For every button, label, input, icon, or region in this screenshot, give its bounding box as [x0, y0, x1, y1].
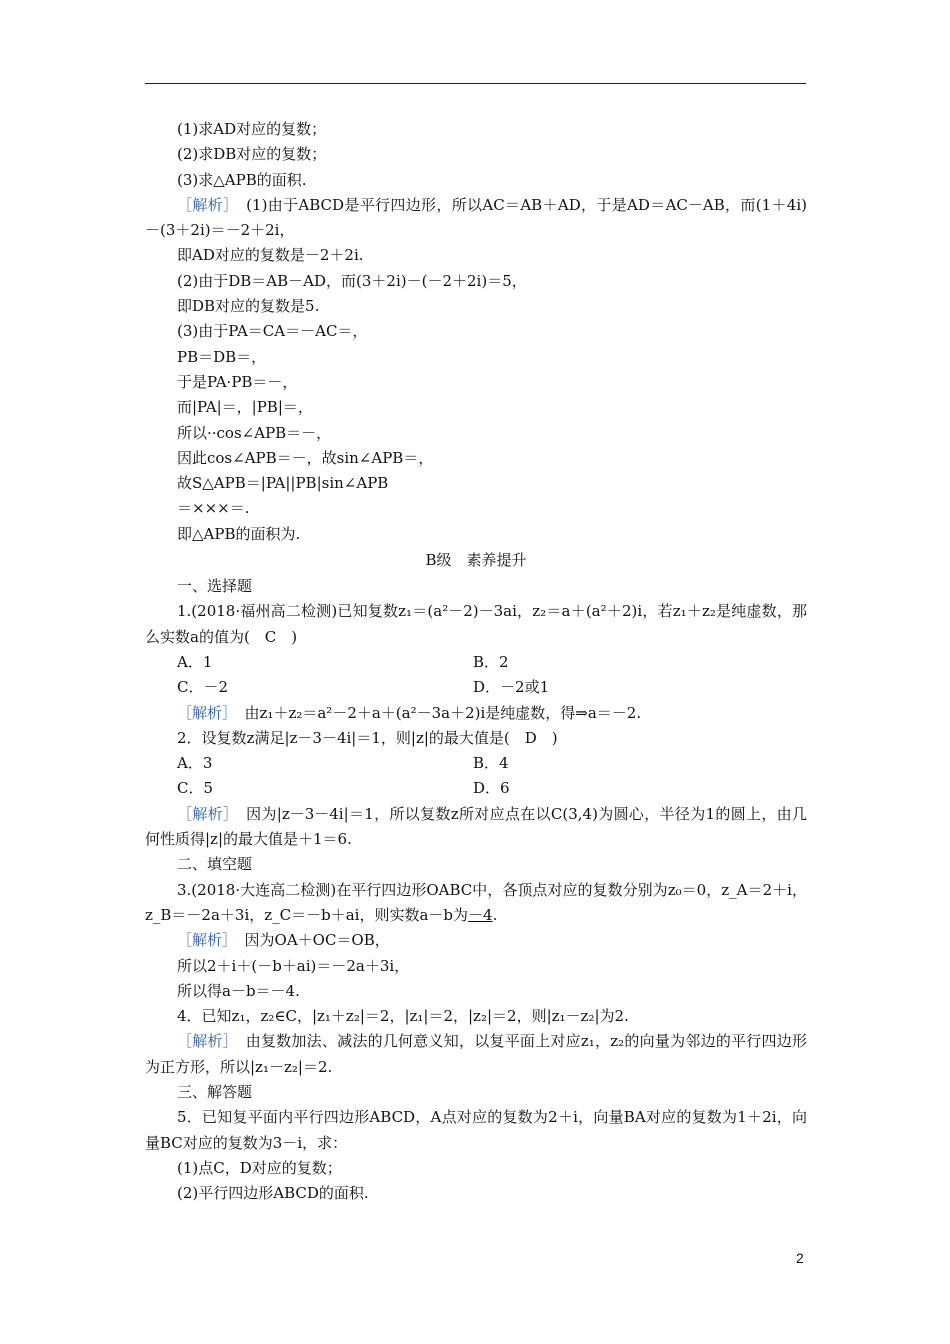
- options-row: [145, 675, 807, 700]
- analysis-line: 即AD对应的复数是－2＋2i.: [177, 246, 364, 265]
- sub-question: (1)点C，D对应的复数；: [177, 1158, 342, 1177]
- question-stem: 1.(2018·福州高二检测)已知复数z₁＝(a²－2)－3ai，z₂＝a＋(a²＋2)i，若z₁＋z₂是纯虚数，那么实数a的值为( C ): [145, 602, 807, 646]
- analysis-paragraph: [145, 802, 807, 853]
- question-stem: 4．已知z₁，z₂∈C，|z₁＋z₂|＝2，|z₁|＝2，|z₂|＝2，则|z₁－z₂|为2.: [177, 1007, 629, 1026]
- question-stem: [145, 878, 807, 929]
- page-number: 2: [796, 1250, 804, 1266]
- analysis-text: (1)由于ABCD是平行四边形，所以AC＝AB＋AD，于是AD＝AC－AB，而(1＋4i)－(3＋2i)＝－2＋2i，: [145, 195, 807, 240]
- analysis-text: 因为OA＋OC＝OB，: [244, 931, 390, 950]
- section-heading: 三、解答题: [177, 1082, 253, 1101]
- analysis-paragraph: [145, 1029, 807, 1080]
- analysis-line: 即DB对应的复数是5.: [177, 297, 320, 316]
- question-line: (3)求△APB的面积.: [177, 170, 307, 189]
- analysis-line: 因此cos∠APB＝－，故sin∠APB＝，: [177, 448, 434, 467]
- option-a: A．3: [177, 754, 213, 773]
- document-body: [145, 117, 807, 1206]
- analysis-tag: ［解析］: [177, 804, 231, 823]
- analysis-line: (2)由于DB＝AB－AD，而(3＋2i)－(－2＋2i)＝5，: [177, 271, 527, 290]
- options-row: [145, 751, 807, 776]
- question-line: (2)求DB对应的复数；: [177, 145, 327, 164]
- analysis-line: 所以得a－b＝－4.: [177, 981, 300, 1000]
- analysis-line: ＝×××＝.: [177, 499, 250, 518]
- analysis-paragraph: [145, 193, 807, 244]
- question-end: .: [492, 905, 498, 924]
- analysis-text: 由z₁＋z₂＝a²－2＋a＋(a²－3a＋2)i是纯虚数，得⇒a＝－2.: [244, 703, 642, 722]
- option-d: D．－2或1: [473, 678, 550, 697]
- analysis-line: 故S△APB＝|PA||PB|sin∠APB: [177, 474, 389, 493]
- analysis-line: 于是PA·PB＝－，: [177, 372, 298, 391]
- question-line: (1)求AD对应的复数；: [177, 120, 327, 138]
- analysis-tag: ［解析］: [177, 195, 231, 214]
- analysis-line: [145, 928, 807, 953]
- option-d: D．6: [473, 779, 510, 798]
- question-stem: 5．已知复平面内平行四边形ABCD，A点对应的复数为2＋i，向量BA对应的复数为1＋2i，向量BC对应的复数为3－i，求：: [145, 1108, 807, 1152]
- analysis-line: 所以··cos∠APB＝－，: [177, 423, 332, 442]
- analysis-line: 而|PA|＝，|PB|＝，: [177, 398, 313, 417]
- analysis-line: [145, 701, 807, 726]
- section-heading: 一、选择题: [177, 577, 253, 596]
- option-c: C．－2: [177, 678, 229, 697]
- option-a: A．1: [177, 652, 213, 671]
- options-row: [145, 650, 807, 675]
- question-text: 3.(2018·大连高二检测)在平行四边形OABC中，各顶点对应的复数分别为z₀＝0，z_A＝2＋i，z_B＝－2a＋3i，z_C＝－b＋ai，则实数a－b为: [145, 880, 807, 924]
- question-stem: 2．设复数z满足|z－3－4i|＝1，则|z|的最大值是( D ): [177, 728, 558, 747]
- analysis-line: 所以2＋i＋(－b＋ai)＝－2a＋3i，: [177, 956, 410, 975]
- section-title: B级 素养提升: [425, 551, 527, 570]
- analysis-tag: ［解析］: [177, 703, 230, 722]
- analysis-text: 因为|z－3－4i|＝1，所以复数z所对应点在以C(3,4)为圆心，半径为1的圆上，由几何性质得|z|的最大值是＋1＝6.: [145, 804, 807, 849]
- analysis-line: 即△APB的面积为.: [177, 524, 301, 543]
- analysis-line: PB＝DB＝，: [177, 347, 267, 366]
- analysis-line: (3)由于PA＝CA＝－AC＝，: [177, 322, 368, 341]
- answer-blank: －4: [468, 905, 493, 924]
- option-c: C．5: [177, 779, 214, 798]
- section-heading: 二、填空题: [177, 855, 253, 874]
- analysis-tag: ［解析］: [177, 931, 230, 950]
- option-b: B．2: [473, 652, 509, 671]
- analysis-tag: ［解析］: [177, 1032, 231, 1051]
- sub-question: (2)平行四边形ABCD的面积.: [177, 1184, 369, 1203]
- analysis-text: 由复数加法、减法的几何意义知，以复平面上对应z₁，z₂的向量为邻边的平行四边形为正方形，所以|z₁－z₂|＝2.: [145, 1032, 807, 1076]
- option-b: B．4: [473, 754, 509, 773]
- header-rule: [145, 83, 806, 84]
- options-row: [145, 776, 807, 801]
